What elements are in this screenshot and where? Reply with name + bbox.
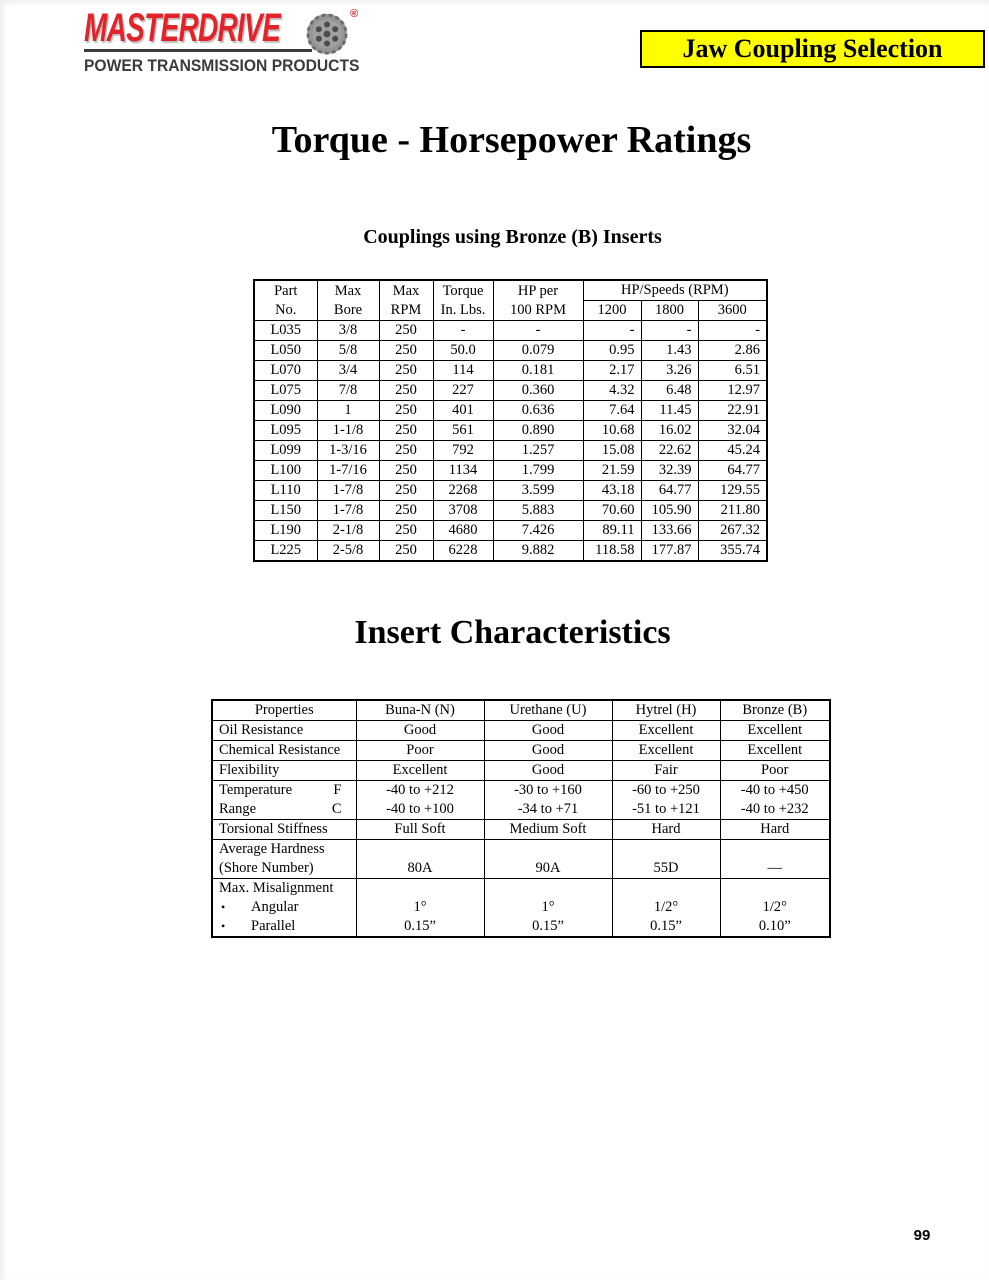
col-header-line: Max (334, 282, 362, 299)
col-header (254, 280, 317, 321)
value-line: -40 to +232 (740, 801, 809, 817)
ratings-cell: 7.426 (493, 521, 583, 541)
ratings-cell: 10.68 (583, 421, 641, 441)
ratings-cell: 133.66 (641, 521, 698, 541)
value-line: 0.10” (758, 918, 791, 934)
value-cell (720, 840, 830, 879)
speed-header: 1200 (583, 301, 641, 321)
value-line: 55D (653, 860, 679, 876)
ratings-cell: 9.882 (493, 541, 583, 562)
ratings-cell: 1.43 (641, 341, 698, 361)
ratings-cell: 21.59 (583, 461, 641, 481)
ratings-table (253, 279, 768, 562)
ratings-cell: 355.74 (698, 541, 767, 562)
property-row (212, 840, 830, 879)
ratings-cell: 1.799 (493, 461, 583, 481)
value-cell (484, 741, 612, 761)
ratings-cell: 792 (433, 441, 493, 461)
ratings-cell: L090 (254, 401, 317, 421)
property-label: Parallel (251, 918, 296, 934)
value-line: Excellent (638, 742, 694, 758)
value-line: Hard (760, 821, 790, 837)
ratings-row (254, 321, 767, 341)
ratings-row (254, 361, 767, 381)
value-line: Excellent (747, 742, 803, 758)
value-line: 0.15” (650, 918, 682, 934)
ratings-cell: 1-7/8 (317, 481, 379, 501)
ratings-cell: 211.80 (698, 501, 767, 521)
ratings-cell: L190 (254, 521, 317, 541)
ratings-cell: 250 (379, 521, 433, 541)
value-cell (720, 741, 830, 761)
value-cell (612, 761, 720, 781)
ratings-cell: L075 (254, 381, 317, 401)
ratings-cell: L110 (254, 481, 317, 501)
col-header (317, 280, 379, 321)
ratings-row (254, 521, 767, 541)
property-cell (212, 761, 356, 781)
brand-name: MASTERDRIVE (84, 6, 281, 50)
ratings-cell: 50.0 (433, 341, 493, 361)
speed-header: 3600 (698, 301, 767, 321)
value-cell (356, 721, 484, 741)
ratings-cell: 250 (379, 381, 433, 401)
col-header-line: Bore (333, 301, 363, 318)
ratings-cell: 11.45 (641, 401, 698, 421)
property-line: Oil Resistance (219, 722, 304, 738)
value-line: 80A (407, 860, 433, 876)
property-line: Chemical Resistance (219, 742, 341, 758)
ratings-row (254, 341, 767, 361)
value-line: Excellent (392, 762, 448, 778)
value-line: -30 to +160 (514, 782, 582, 798)
gear-wheel-icon (305, 12, 349, 61)
bullet-icon: • (221, 919, 226, 933)
property-line (219, 800, 356, 819)
ratings-cell: 0.890 (493, 421, 583, 441)
ratings-cell: 250 (379, 461, 433, 481)
ratings-row (254, 481, 767, 501)
property-line: (Shore Number) (219, 860, 314, 876)
property-line (219, 917, 356, 936)
col-header (493, 280, 583, 321)
value-line: Good (403, 722, 437, 738)
value-line: Poor (406, 742, 434, 758)
property-cell (212, 820, 356, 840)
ratings-cell: 64.77 (698, 461, 767, 481)
property-row (212, 781, 830, 820)
col-header (379, 280, 433, 321)
col-header: Buna-N (N) (356, 700, 484, 721)
value-cell (612, 741, 720, 761)
ratings-cell: 1-7/16 (317, 461, 379, 481)
ratings-cell: - (433, 321, 493, 341)
value-cell (356, 820, 484, 840)
value-line: 1° (413, 899, 427, 915)
ratings-cell: 0.636 (493, 401, 583, 421)
col-header: Urethane (U) (484, 700, 612, 721)
speed-header: 1800 (641, 301, 698, 321)
value-cell (484, 879, 612, 938)
ratings-cell: 0.181 (493, 361, 583, 381)
ratings-cell: 89.11 (583, 521, 641, 541)
bullet-icon: • (221, 900, 226, 914)
col-header-line: Part (274, 282, 298, 299)
ratings-cell: 2-5/8 (317, 541, 379, 562)
col-header-line: 100 RPM (509, 301, 566, 318)
ratings-cell: 3/8 (317, 321, 379, 341)
value-line: -34 to +71 (517, 801, 579, 817)
value-line: Medium Soft (509, 821, 587, 837)
ratings-cell: L095 (254, 421, 317, 441)
ratings-cell: L050 (254, 341, 317, 361)
value-cell (356, 741, 484, 761)
ratings-cell: 250 (379, 421, 433, 441)
ratings-cell: 114 (433, 361, 493, 381)
ratings-cell: 129.55 (698, 481, 767, 501)
ratings-cell: 0.95 (583, 341, 641, 361)
ratings-cell: L035 (254, 321, 317, 341)
ratings-cell: 3.26 (641, 361, 698, 381)
value-cell (720, 820, 830, 840)
value-line: Good (531, 762, 565, 778)
ratings-cell: 5.883 (493, 501, 583, 521)
value-line: -40 to +212 (386, 782, 454, 798)
value-line (721, 840, 830, 859)
logo-tagline: POWER TRANSMISSION PRODUCTS (84, 56, 360, 75)
ratings-cell: 4.32 (583, 381, 641, 401)
value-line: -60 to +250 (632, 782, 700, 798)
property-row (212, 741, 830, 761)
col-header: Bronze (B) (720, 700, 830, 721)
value-cell (484, 781, 612, 820)
ratings-cell: - (641, 321, 698, 341)
value-cell (720, 721, 830, 741)
property-line: Flexibility (219, 762, 280, 778)
ratings-cell: 2.86 (698, 341, 767, 361)
ratings-cell: - (698, 321, 767, 341)
ratings-cell: 64.77 (641, 481, 698, 501)
ratings-cell: 1134 (433, 461, 493, 481)
value-line: Hard (651, 821, 681, 837)
ratings-cell: 32.04 (698, 421, 767, 441)
value-line: Excellent (747, 722, 803, 738)
ratings-cell: 4680 (433, 521, 493, 541)
value-line: 1/2° (762, 899, 787, 915)
ratings-cell: L099 (254, 441, 317, 461)
ratings-cell: 2268 (433, 481, 493, 501)
value-cell (612, 781, 720, 820)
value-cell (720, 879, 830, 938)
value-line (613, 879, 720, 898)
col-header-line: Torque (442, 282, 484, 299)
property-line: Average Hardness (219, 841, 325, 857)
ratings-cell: 6.51 (698, 361, 767, 381)
ratings-row (254, 441, 767, 461)
value-line: Excellent (638, 722, 694, 738)
property-cell (212, 721, 356, 741)
ratings-cell: 177.87 (641, 541, 698, 562)
property-label: Temperature (219, 782, 293, 798)
characteristics-title: Insert Characteristics (354, 614, 671, 651)
ratings-cell: 1-1/8 (317, 421, 379, 441)
ratings-cell: 3/4 (317, 361, 379, 381)
property-line: Torsional Stiffness (219, 821, 328, 837)
ratings-row (254, 381, 767, 401)
value-line: Full Soft (394, 821, 446, 837)
col-header-line: HP per (517, 282, 559, 299)
value-line: 1° (541, 899, 555, 915)
property-line: Max. Misalignment (219, 880, 334, 896)
property-cell (212, 741, 356, 761)
value-cell (484, 761, 612, 781)
ratings-cell: 43.18 (583, 481, 641, 501)
header-row (254, 280, 767, 301)
value-line: Poor (761, 762, 789, 778)
value-line: 0.15” (404, 918, 436, 934)
ratings-cell: 227 (433, 381, 493, 401)
value-cell (720, 761, 830, 781)
property-cell (212, 781, 356, 820)
value-line: -40 to +100 (386, 801, 454, 817)
property-cell (212, 840, 356, 879)
value-line (357, 879, 484, 898)
ratings-cell: 250 (379, 361, 433, 381)
banner-label: Jaw Coupling Selection (682, 34, 943, 63)
page-number: 99 (913, 1227, 931, 1244)
ratings-cell: 1.257 (493, 441, 583, 461)
ratings-cell: - (583, 321, 641, 341)
value-line (485, 879, 612, 898)
speed-group-header: HP/Speeds (RPM) (583, 280, 767, 301)
ratings-cell: L070 (254, 361, 317, 381)
value-line (721, 879, 830, 898)
value-cell (356, 781, 484, 820)
ratings-cell: 3.599 (493, 481, 583, 501)
col-header: Properties (212, 700, 356, 721)
value-cell (612, 820, 720, 840)
value-cell (356, 761, 484, 781)
col-header-line: RPM (390, 301, 422, 318)
ratings-cell: - (493, 321, 583, 341)
property-line (219, 781, 356, 800)
ratings-row (254, 501, 767, 521)
value-cell (356, 879, 484, 938)
value-line (357, 840, 484, 859)
ratings-cell: 250 (379, 441, 433, 461)
characteristics-table (211, 699, 831, 938)
ratings-cell: 0.079 (493, 341, 583, 361)
value-cell (484, 721, 612, 741)
value-line: 0.15” (532, 918, 564, 934)
ratings-row (254, 541, 767, 562)
property-row (212, 820, 830, 840)
ratings-cell: 1-3/16 (317, 441, 379, 461)
col-header (433, 280, 493, 321)
section-banner (640, 30, 985, 68)
page-title: Torque - Horsepower Ratings (271, 119, 752, 161)
ratings-cell: 45.24 (698, 441, 767, 461)
ratings-cell: 250 (379, 541, 433, 562)
value-line: -40 to +450 (740, 782, 809, 798)
value-cell (612, 721, 720, 741)
ratings-cell: 5/8 (317, 341, 379, 361)
ratings-cell: 2-1/8 (317, 521, 379, 541)
ratings-cell: 6228 (433, 541, 493, 562)
ratings-cell: 3708 (433, 501, 493, 521)
ratings-cell: 250 (379, 481, 433, 501)
ratings-cell: 7.64 (583, 401, 641, 421)
ratings-cell: 7/8 (317, 381, 379, 401)
ratings-row (254, 461, 767, 481)
masterdrive-logo (84, 6, 360, 76)
ratings-cell: 12.97 (698, 381, 767, 401)
ratings-cell: 15.08 (583, 441, 641, 461)
property-row (212, 879, 830, 938)
value-cell (484, 820, 612, 840)
value-line (485, 840, 612, 859)
registered-mark: ® (350, 8, 359, 20)
ratings-cell: 32.39 (641, 461, 698, 481)
value-line: Good (531, 722, 565, 738)
property-label: Range (219, 801, 257, 817)
ratings-cell: 2.17 (583, 361, 641, 381)
value-cell (484, 840, 612, 879)
ratings-cell: 1 (317, 401, 379, 421)
ratings-cell: 118.58 (583, 541, 641, 562)
unit-letter: C (331, 801, 342, 817)
value-line (613, 840, 720, 859)
value-cell (612, 879, 720, 938)
value-cell (612, 840, 720, 879)
ratings-cell: L225 (254, 541, 317, 562)
ratings-cell: 267.32 (698, 521, 767, 541)
ratings-cell: 401 (433, 401, 493, 421)
property-row (212, 761, 830, 781)
ratings-cell: 250 (379, 401, 433, 421)
value-line: 90A (535, 860, 561, 876)
ratings-row (254, 401, 767, 421)
col-header-line: Max (392, 282, 420, 299)
ratings-cell: L100 (254, 461, 317, 481)
value-cell (356, 840, 484, 879)
ratings-table-caption: Couplings using Bronze (B) Inserts (363, 226, 662, 248)
ratings-cell: 0.360 (493, 381, 583, 401)
ratings-cell: 105.90 (641, 501, 698, 521)
col-header-line: No. (275, 301, 297, 318)
col-header: Hytrel (H) (612, 700, 720, 721)
property-cell (212, 879, 356, 938)
property-line (219, 898, 356, 917)
value-line: -51 to +121 (632, 801, 700, 817)
ratings-cell: 561 (433, 421, 493, 441)
unit-letter: F (333, 782, 342, 798)
ratings-cell: 16.02 (641, 421, 698, 441)
col-header-line: In. Lbs. (440, 301, 486, 318)
ratings-cell: 70.60 (583, 501, 641, 521)
brand-block (84, 6, 312, 52)
property-row (212, 721, 830, 741)
ratings-cell: 250 (379, 501, 433, 521)
property-label: Angular (251, 899, 299, 915)
value-line: Good (531, 742, 565, 758)
value-line: Fair (654, 762, 678, 778)
ratings-cell: 22.62 (641, 441, 698, 461)
ratings-row (254, 421, 767, 441)
value-cell (720, 781, 830, 820)
ratings-cell: 22.91 (698, 401, 767, 421)
ratings-cell: 250 (379, 321, 433, 341)
ratings-cell: 1-7/8 (317, 501, 379, 521)
ratings-cell: L150 (254, 501, 317, 521)
value-line: 1/2° (653, 899, 679, 915)
ratings-cell: 6.48 (641, 381, 698, 401)
value-line: — (767, 860, 782, 876)
ratings-cell: 250 (379, 341, 433, 361)
header-row (212, 700, 830, 721)
